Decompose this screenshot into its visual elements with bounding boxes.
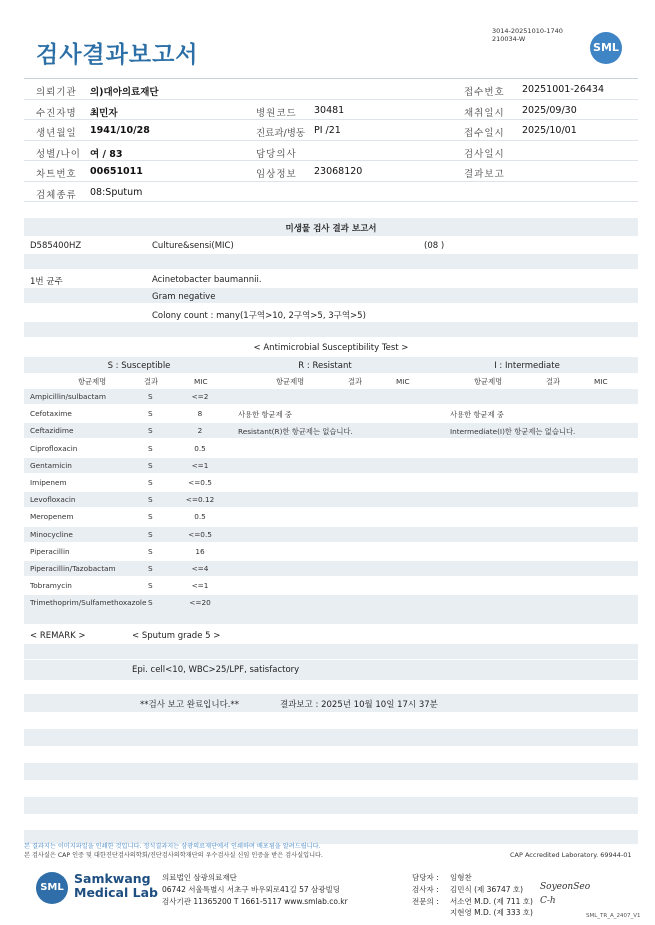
drug-result: S: [148, 581, 153, 591]
info-label: 접수번호: [464, 87, 505, 98]
info-value: 00651011: [90, 166, 143, 177]
drug-result: S: [148, 443, 153, 453]
band: [24, 660, 638, 680]
gram-stain: Gram negative: [152, 292, 216, 302]
brand-name: [74, 872, 158, 900]
info-label: 접수일시: [464, 128, 505, 139]
drug-mic: 0.5: [194, 443, 206, 453]
accreditation-notice: 본 검사실은 CAP 인증 및 대한진단검사의학회/진단검사의학재단의 우수검사실 신임 인증을 받은 검사실입니다.: [24, 852, 323, 859]
intermediate-note-2: Intermediate(I)한 항균제는 없습니다.: [450, 427, 576, 436]
info-value: 20251001-26434: [522, 84, 605, 95]
table-row-band: [24, 527, 638, 542]
drug-mic: <=1: [191, 581, 209, 591]
info-label: 임상정보: [256, 169, 297, 180]
drug-mic: <=2: [191, 392, 209, 401]
band: [24, 254, 638, 269]
col-result-s: 결과: [144, 377, 159, 386]
drug-mic: 2: [197, 426, 203, 436]
section-title: 미생물 검사 결과 보고서: [285, 224, 377, 234]
table-row-band: [24, 389, 638, 404]
info-row: [24, 182, 638, 203]
staff-name: 서소연 M.D. (제 711 호): [450, 897, 533, 906]
drug-result: S: [148, 409, 153, 419]
info-row: [24, 120, 638, 141]
info-value: 2025/10/01: [522, 125, 577, 136]
info-label: 검사일시: [464, 148, 505, 160]
drug-name: Ampicillin/sulbactam: [30, 392, 106, 401]
susceptible-header: S : Susceptible: [107, 361, 171, 371]
info-value: 여 / 83: [90, 148, 123, 160]
table-row-band: [24, 458, 638, 473]
signature-image: C-h: [540, 896, 556, 906]
staff-role: 전문의 :: [412, 897, 439, 906]
drug-result: S: [148, 564, 153, 573]
doc-id-line1: 3014-20251010-1740: [492, 27, 563, 35]
org-name: 의료법인 삼광의료재단: [162, 873, 237, 882]
info-row: [24, 141, 638, 162]
info-label: 채취일시: [464, 107, 505, 119]
drug-result: S: [148, 392, 153, 401]
drug-mic: 0.5: [194, 512, 206, 522]
drug-result: S: [148, 598, 153, 608]
info-label: 수진자명: [36, 107, 77, 119]
org-contact: 검사기관 11365200 T 1661-5117 www.smlab.co.kr: [162, 897, 348, 906]
drug-name: Tobramycin: [30, 581, 72, 591]
info-label: 진료과/병동: [256, 128, 306, 139]
drug-name: Gentamicin: [30, 460, 72, 470]
resistant-note-2: Resistant(R)한 항균제는 없습니다.: [238, 427, 353, 436]
remark-label: < REMARK >: [30, 631, 86, 641]
col-drug-s: 항균제명: [78, 377, 107, 386]
drug-name: Imipenem: [30, 478, 67, 487]
drug-name: Ceftazidime: [30, 426, 74, 436]
drug-name: Piperacillin/Tazobactam: [30, 564, 116, 573]
drug-result: S: [148, 495, 153, 505]
organism-name: Acinetobacter baumannii.: [152, 275, 262, 285]
col-mic-r: MIC: [396, 377, 410, 386]
image-print-notice: 본 결과지는 이미지파일을 인쇄한 것입니다. 정식결과지는 삼광의료재단에서 인쇄하며 배포됨을 알려드립니다.: [24, 843, 321, 850]
cap-accreditation: CAP Accredited Laboratory. 69944-01: [510, 851, 632, 859]
resistant-note-1: 사용한 항균제 중: [238, 410, 292, 419]
band: [24, 288, 638, 303]
staff-name: 김민식 (제 36747 호): [450, 885, 524, 894]
info-label: 결과보고: [464, 169, 505, 180]
col-mic-s: MIC: [194, 377, 208, 386]
colony-count: Colony count : many(1구역>10, 2구역>5, 3구역>5): [152, 311, 366, 321]
info-row: [24, 161, 638, 182]
info-value: 의)대아의료재단: [90, 87, 159, 98]
epithelial-note: Epi. cell<10, WBC>25/LPF, satisfactory: [132, 665, 300, 675]
intermediate-note-1: 사용한 항균제 중: [450, 410, 504, 419]
staff-name: 임형찬: [450, 873, 472, 882]
info-value: 2025/09/30: [522, 104, 577, 116]
table-row-band: [24, 561, 638, 576]
info-label: 검체종류: [36, 189, 77, 201]
remark-text: < Sputum grade 5 >: [132, 631, 221, 641]
report-complete: **검사 보고 완료입니다.**: [140, 700, 240, 710]
organism-label: 1번 균주: [30, 277, 63, 287]
band: [24, 644, 638, 659]
sml-logo: SML: [590, 32, 622, 64]
drug-result: S: [148, 460, 153, 470]
staff-role: 검사자 :: [412, 885, 439, 894]
staff-name: 지현영 M.D. (제 333 호): [450, 908, 533, 917]
test-name: Culture&sensi(MIC): [152, 241, 234, 251]
drug-mic: <=20: [189, 598, 211, 608]
col-drug-i: 항균제명: [474, 377, 503, 386]
drug-name: Ciprofloxacin: [30, 443, 78, 453]
info-value: 1941/10/28: [90, 125, 150, 136]
band: [24, 322, 638, 337]
drug-name: Trimethoprim/Sulfamethoxazole: [30, 598, 147, 608]
drug-result: S: [148, 529, 153, 539]
patient-info-table: [24, 78, 638, 202]
drug-name: Meropenem: [30, 512, 74, 522]
staff-role: 담당자 :: [412, 873, 439, 882]
resistant-header: R : Resistant: [298, 361, 352, 371]
band: [24, 797, 638, 814]
org-address: 06742 서울특별시 서초구 바우뫼로41길 57 삼광빌딩: [162, 885, 341, 894]
document-id: [492, 27, 563, 43]
info-value: 최민자: [90, 107, 118, 119]
test-code: D585400HZ: [30, 241, 82, 251]
drug-name: Levofloxacin: [30, 495, 76, 505]
drug-result: S: [148, 512, 153, 522]
drug-result: S: [148, 546, 153, 556]
table-row-band: [24, 492, 638, 507]
info-value: 23068120: [314, 166, 363, 177]
sml-footer-logo: SML: [36, 872, 68, 904]
report-time: 결과보고 : 2025년 10월 10일 17시 37분: [280, 700, 438, 710]
drug-mic: 8: [197, 409, 203, 419]
info-label: 차트번호: [36, 169, 77, 180]
info-label: 성별/나이: [36, 148, 81, 160]
drug-name: Piperacillin: [30, 546, 70, 556]
info-value: 30481: [314, 104, 345, 116]
drug-mic: <=4: [191, 564, 209, 573]
drug-name: Cefotaxime: [30, 409, 72, 419]
info-label: 의뢰기관: [36, 87, 77, 98]
band: [24, 763, 638, 780]
info-value: PI /21: [314, 125, 341, 136]
info-label: 담당의사: [256, 148, 297, 160]
report-title: 검사결과보고서: [36, 42, 199, 68]
col-drug-r: 항균제명: [276, 377, 305, 386]
info-label: 생년월일: [36, 128, 77, 139]
col-mic-i: MIC: [594, 377, 608, 386]
brand-line1: Samkwang: [74, 871, 151, 886]
intermediate-header: I : Intermediate: [494, 361, 560, 371]
form-version: SML_TR_A_2407_V1: [586, 913, 641, 919]
doc-id-line2: 210034-W: [492, 35, 526, 43]
test-number: (08 ): [424, 241, 445, 251]
brand-line2: Medical Lab: [74, 885, 158, 900]
drug-name: Minocycline: [30, 529, 73, 539]
band: [24, 729, 638, 746]
drug-mic: 16: [195, 546, 205, 556]
col-result-i: 결과: [546, 377, 561, 386]
info-row: [24, 100, 638, 121]
drug-mic: <=0.12: [185, 495, 215, 505]
info-value: 08:Sputum: [90, 186, 143, 198]
signature-image: SoyeonSeo: [540, 882, 591, 892]
col-result-r: 결과: [348, 377, 363, 386]
info-row: [24, 79, 638, 100]
drug-mic: <=0.5: [188, 529, 212, 539]
drug-result: S: [148, 426, 153, 436]
drug-result: S: [148, 478, 153, 487]
info-label: 병원코드: [256, 107, 297, 119]
band: [24, 609, 638, 624]
ast-title: < Antimicrobial Susceptibility Test >: [253, 343, 409, 353]
drug-mic: <=0.5: [188, 478, 212, 487]
drug-mic: <=1: [191, 460, 209, 470]
